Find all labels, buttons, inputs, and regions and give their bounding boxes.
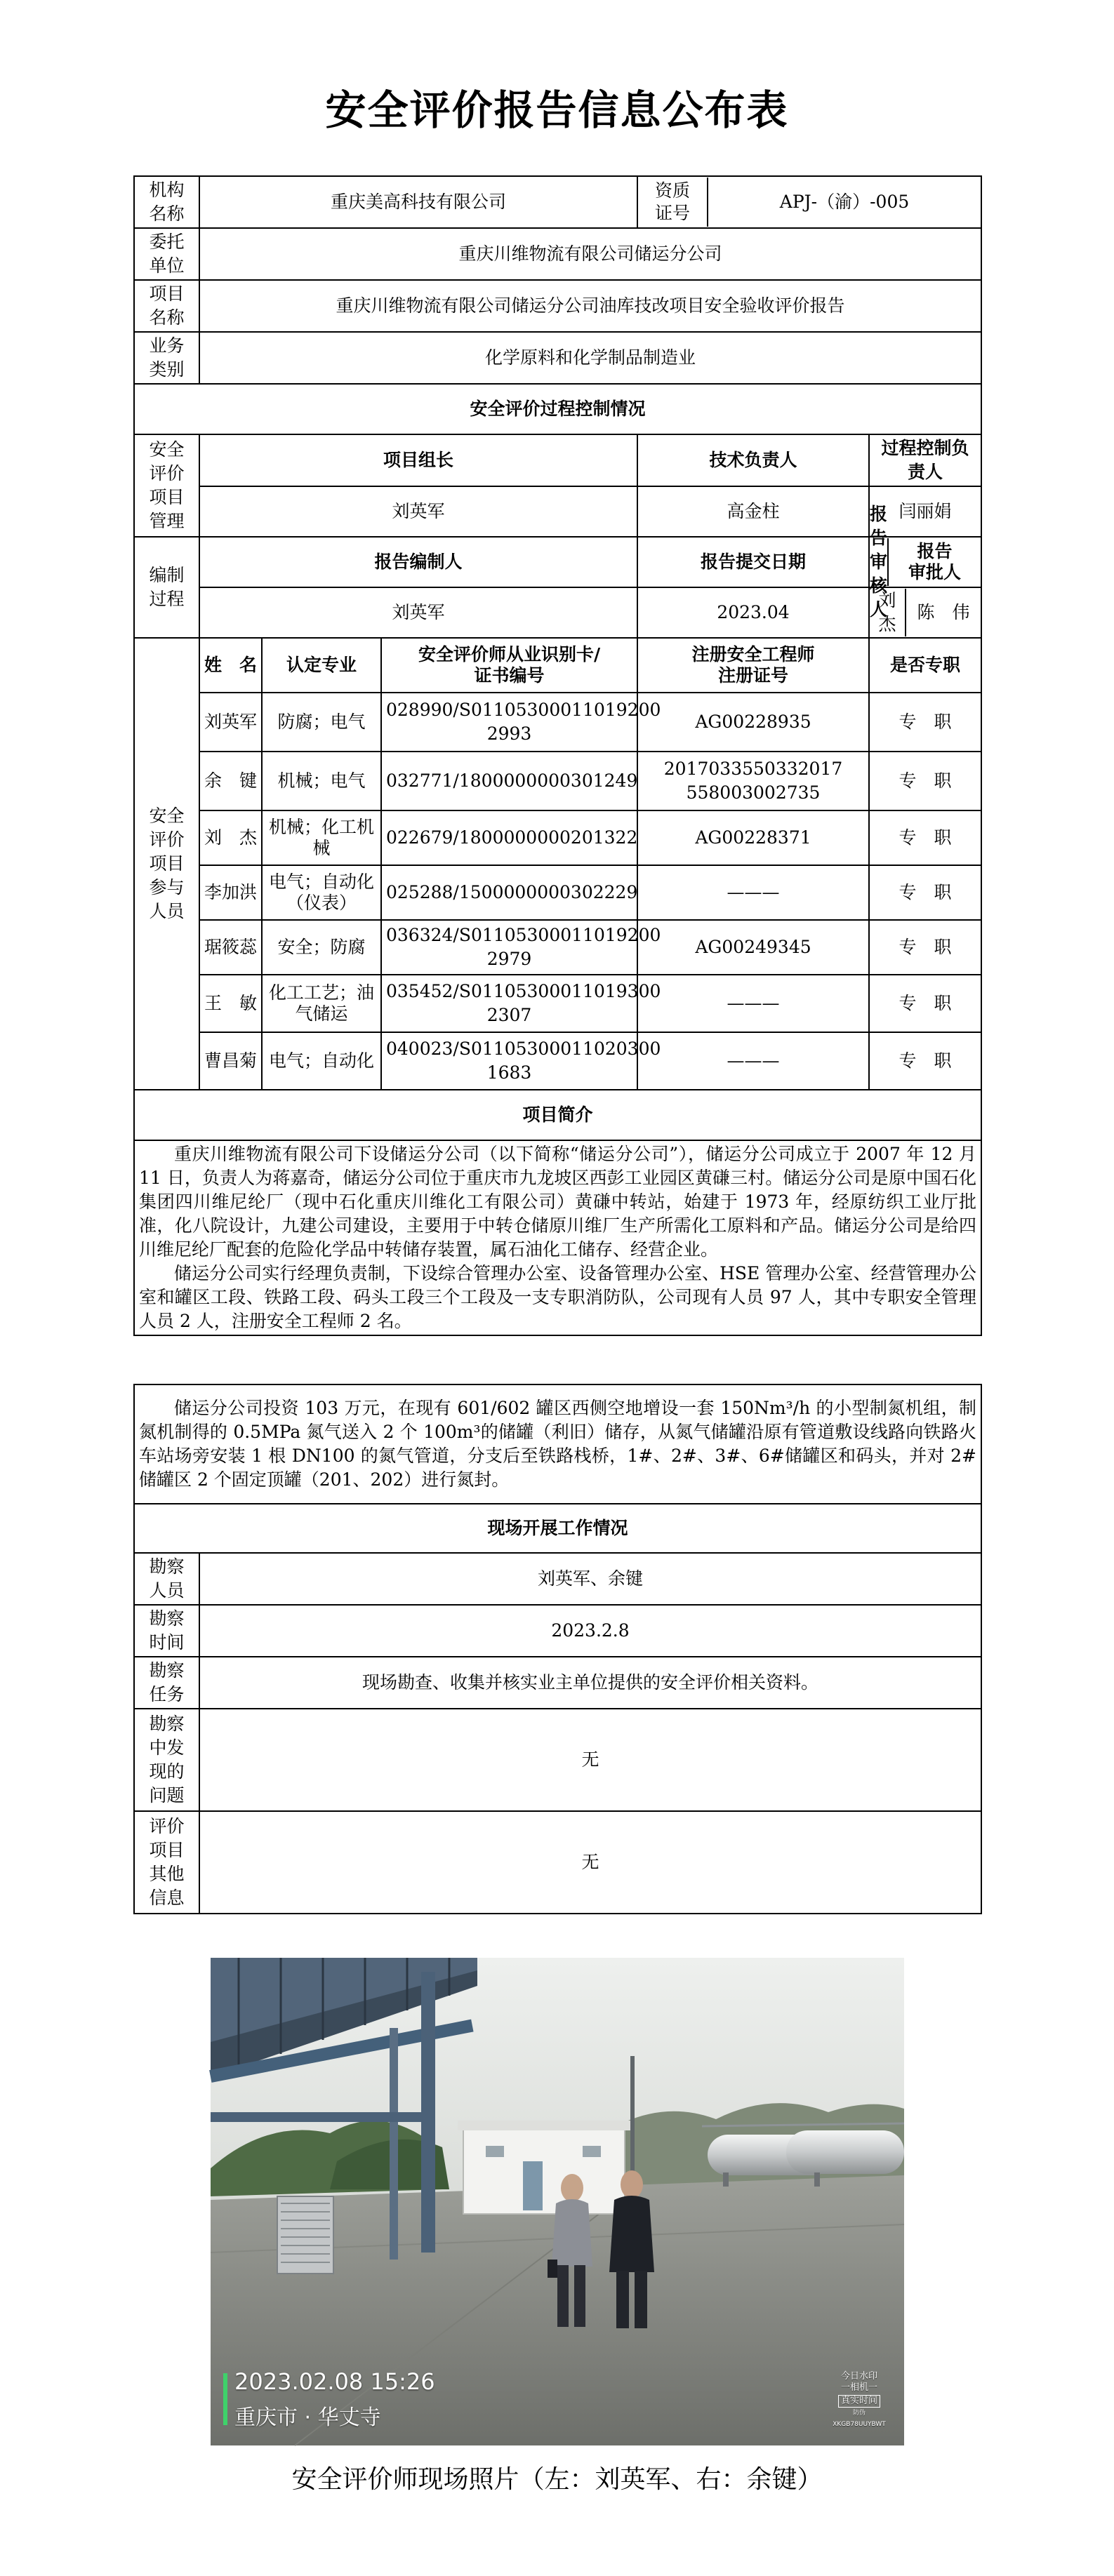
management-header-tech: 技术负责人 xyxy=(637,434,869,486)
other-info-value: 无 xyxy=(199,1811,981,1914)
control-section-title: 安全评价过程控制情况 xyxy=(134,384,981,434)
compile-header-date: 报告提交日期 xyxy=(637,537,869,587)
person-reg: AG00249345 xyxy=(637,920,869,975)
cert-cell xyxy=(637,176,981,228)
person-name: 余 键 xyxy=(199,752,262,810)
person-major: 机械；电气 xyxy=(262,752,381,810)
business-value: 化学原料和化学制品制造业 xyxy=(199,332,981,384)
person-card: 022679/1800000000201322 xyxy=(381,810,637,865)
management-tech: 高金柱 xyxy=(637,486,869,537)
personnel-label: 安全 评价 项目 参与 人员 xyxy=(134,638,199,1090)
client-label: 委托 单位 xyxy=(134,228,199,280)
photo-location: 重庆市 · 华丈寺 xyxy=(234,2405,381,2430)
other-info-label: 评价 项目 其他 信息 xyxy=(134,1811,199,1914)
watermark-logo xyxy=(825,2371,893,2430)
person-card: 025288/1500000000302229 xyxy=(381,865,637,920)
person-fulltime: 专 职 xyxy=(869,865,981,920)
person-reg: ——— xyxy=(637,975,869,1032)
row-control-section xyxy=(134,384,981,434)
row-client xyxy=(134,228,981,280)
table-row xyxy=(134,865,981,920)
personnel-header-name: 姓 名 xyxy=(199,638,262,693)
table-row xyxy=(134,920,981,975)
intro-paragraph: 重庆川维物流有限公司下设储运分公司（以下简称“储运分公司”），储运分公司成立于 2007 年 12 月 11 日，负责人为蒋嘉奇，储运分公司位于重庆市九龙坡区西彭工业园区黄磏三村。储运分公司是原中国石化集团四川维尼纶厂（现中石化重庆川维化工有限公司）黄磏中转站，始建于 1973 年，经原纺织工业厅批准，化八院设计，九建公司建设，主要用于中转仓储原川维厂生产所需化工原料和产品。储运分公司是给四川维尼纶厂配套的危险化学品中转储存装置，属石油化工储存、经营企业。 xyxy=(139,1144,977,1260)
compile-header-approver: 报告 审批人 xyxy=(908,541,962,582)
row-management-header xyxy=(134,434,981,486)
table-row xyxy=(134,1032,981,1090)
row-compile-header xyxy=(134,537,981,587)
org-label: 机构 名称 xyxy=(134,176,199,228)
table-row xyxy=(134,752,981,810)
person-reg: ——— xyxy=(637,1032,869,1090)
survey-people-label: 勘察 人员 xyxy=(134,1553,199,1605)
row-business xyxy=(134,332,981,384)
intro-text xyxy=(134,1140,981,1335)
row-survey-task xyxy=(134,1657,981,1709)
row-personnel-header xyxy=(134,638,981,693)
person-reg: 2017033550332017 558003002735 xyxy=(637,752,869,810)
personnel-header-reg: 注册安全工程师 注册证号 xyxy=(637,638,869,693)
row-intro xyxy=(134,1140,981,1335)
person-name: 李加洪 xyxy=(199,865,262,920)
watermark-line1: 今日水印 xyxy=(840,2371,877,2382)
management-header-control: 过程控制负责人 xyxy=(869,434,981,486)
person-name: 琚筱蕊 xyxy=(199,920,262,975)
watermark-line3: 真实时间 xyxy=(838,2395,880,2408)
person-fulltime: 专 职 xyxy=(869,810,981,865)
person-fulltime: 专 职 xyxy=(869,1032,981,1090)
person-card: 035452/S01105300011019300 2307 xyxy=(381,975,637,1032)
row-management-values xyxy=(134,486,981,537)
compile-header-writer: 报告编制人 xyxy=(199,537,637,587)
row-intro-continued xyxy=(134,1384,981,1504)
person-name: 曹昌菊 xyxy=(199,1032,262,1090)
watermark-line2: 一相机一 xyxy=(840,2382,877,2393)
compile-header-reviewer: 报告审核人 xyxy=(870,504,888,620)
field-section-title: 现场开展工作情况 xyxy=(134,1504,981,1553)
survey-people-value: 刘英军、余键 xyxy=(199,1553,981,1605)
person-name: 刘英军 xyxy=(199,693,262,752)
row-intro-section xyxy=(134,1090,981,1140)
org-value: 重庆美高科技有限公司 xyxy=(199,176,637,228)
info-table xyxy=(133,175,982,1336)
survey-task-value: 现场勘查、收集并核实业主单位提供的安全评价相关资料。 xyxy=(199,1657,981,1709)
survey-issues-label: 勘察 中发 现的 问题 xyxy=(134,1709,199,1811)
table-row xyxy=(134,693,981,752)
page-title: 安全评价报告信息公布表 xyxy=(325,86,789,134)
person-major: 电气；自动化 xyxy=(262,1032,381,1090)
person-fulltime: 专 职 xyxy=(869,920,981,975)
survey-time-label: 勘察 时间 xyxy=(134,1605,199,1657)
personnel-header-fulltime: 是否专职 xyxy=(869,638,981,693)
person-name: 王 敏 xyxy=(199,975,262,1032)
watermark-code: 防伪 XKGB78UUYBWT xyxy=(833,2410,886,2428)
compile-approver: 陈 伟 xyxy=(917,602,970,622)
compile-writer: 刘英军 xyxy=(199,587,637,638)
person-fulltime: 专 职 xyxy=(869,752,981,810)
survey-time-value: 2023.2.8 xyxy=(199,1605,981,1657)
table-row xyxy=(134,975,981,1032)
person-reg: ——— xyxy=(637,865,869,920)
intro-section-title: 项目简介 xyxy=(134,1090,981,1140)
business-label: 业务 类别 xyxy=(134,332,199,384)
person-major: 电气；自动化 （仪表） xyxy=(262,865,381,920)
row-project xyxy=(134,280,981,332)
personnel-header-major: 认定专业 xyxy=(262,638,381,693)
person-card: 040023/S01105300011020300 1683 xyxy=(381,1032,637,1090)
compile-label: 编制 过程 xyxy=(134,537,199,638)
row-other-info xyxy=(134,1811,981,1914)
compile-date: 2023.04 xyxy=(637,587,869,638)
person-major: 机械；化工机 械 xyxy=(262,810,381,865)
management-label: 安全 评价 项目 管理 xyxy=(134,434,199,537)
personnel-header-card: 安全评价师从业识别卡/ 证书编号 xyxy=(381,638,637,693)
client-value: 重庆川维物流有限公司储运分公司 xyxy=(199,228,981,280)
photo-timestamp: 2023.02.08 15:26 xyxy=(234,2368,435,2395)
intro-continued-text xyxy=(134,1384,981,1504)
person-major: 安全；防腐 xyxy=(262,920,381,975)
person-major: 化工工艺；油 气储运 xyxy=(262,975,381,1032)
project-value: 重庆川维物流有限公司储运分公司油库技改项目安全验收评价报告 xyxy=(199,280,981,332)
intro-paragraph: 储运分公司实行经理负责制，下设综合管理办公室、设备管理办公室、HSE 管理办公室、经营管理办公室和罐区工段、铁路工段、码头工段三个工段及一支专职消防队，公司现有人员 97 人，其中专职安全管理人员 2 人，注册安全工程师 2 名。 xyxy=(139,1263,977,1331)
survey-issues-value: 无 xyxy=(199,1709,981,1811)
table-row xyxy=(134,810,981,865)
person-reg: AG00228935 xyxy=(637,693,869,752)
row-survey-time xyxy=(134,1605,981,1657)
row-survey-people xyxy=(134,1553,981,1605)
management-leader: 刘英军 xyxy=(199,486,637,537)
management-header-leader: 项目组长 xyxy=(199,434,637,486)
person-major: 防腐；电气 xyxy=(262,693,381,752)
row-survey-issues xyxy=(134,1709,981,1811)
row-compile-values xyxy=(134,587,981,638)
intro-paragraph: 储运分公司投资 103 万元，在现有 601/602 罐区西侧空地增设一套 150Nm³/h 的小型制氮机组，制氮机制得的 0.5MPa 氮气送入 2 个 100m³的储罐（利旧）储存，从氮气储罐沿原有管道敷设线路向铁路火车站场旁安装 1 根 DN100 的氮气管道，分支后至铁路栈桥，1#、2#、3#、6#储罐区和码头，并对 2#储罐区 2 个固定顶罐（201、202）进行氮封。 xyxy=(139,1398,976,1490)
person-card: 028990/S01105300011019200 2993 xyxy=(381,693,637,752)
person-fulltime: 专 职 xyxy=(869,693,981,752)
field-table xyxy=(133,1384,982,1914)
person-card: 032771/1800000000301249 xyxy=(381,752,637,810)
compile-values-split xyxy=(869,587,981,638)
person-card: 036324/S01105300011019200 2979 xyxy=(381,920,637,975)
photo-caption: 安全评价师现场照片（左：刘英军、右：余键） xyxy=(291,2465,823,2494)
person-name: 刘 杰 xyxy=(199,810,262,865)
cert-label: 资质 证号 xyxy=(638,178,708,227)
management-control: 闫丽娟 xyxy=(869,486,981,537)
person-reg: AG00228371 xyxy=(637,810,869,865)
survey-task-label: 勘察 任务 xyxy=(134,1657,199,1709)
site-photo xyxy=(211,1958,904,2445)
person-fulltime: 专 职 xyxy=(869,975,981,1032)
row-org xyxy=(134,176,981,228)
cert-value: APJ-（渝）-005 xyxy=(779,192,910,212)
row-field-section xyxy=(134,1504,981,1553)
watermark-bar xyxy=(223,2373,227,2425)
project-label: 项目 名称 xyxy=(134,280,199,332)
compile-reviewer: 刘 杰 xyxy=(870,589,906,636)
